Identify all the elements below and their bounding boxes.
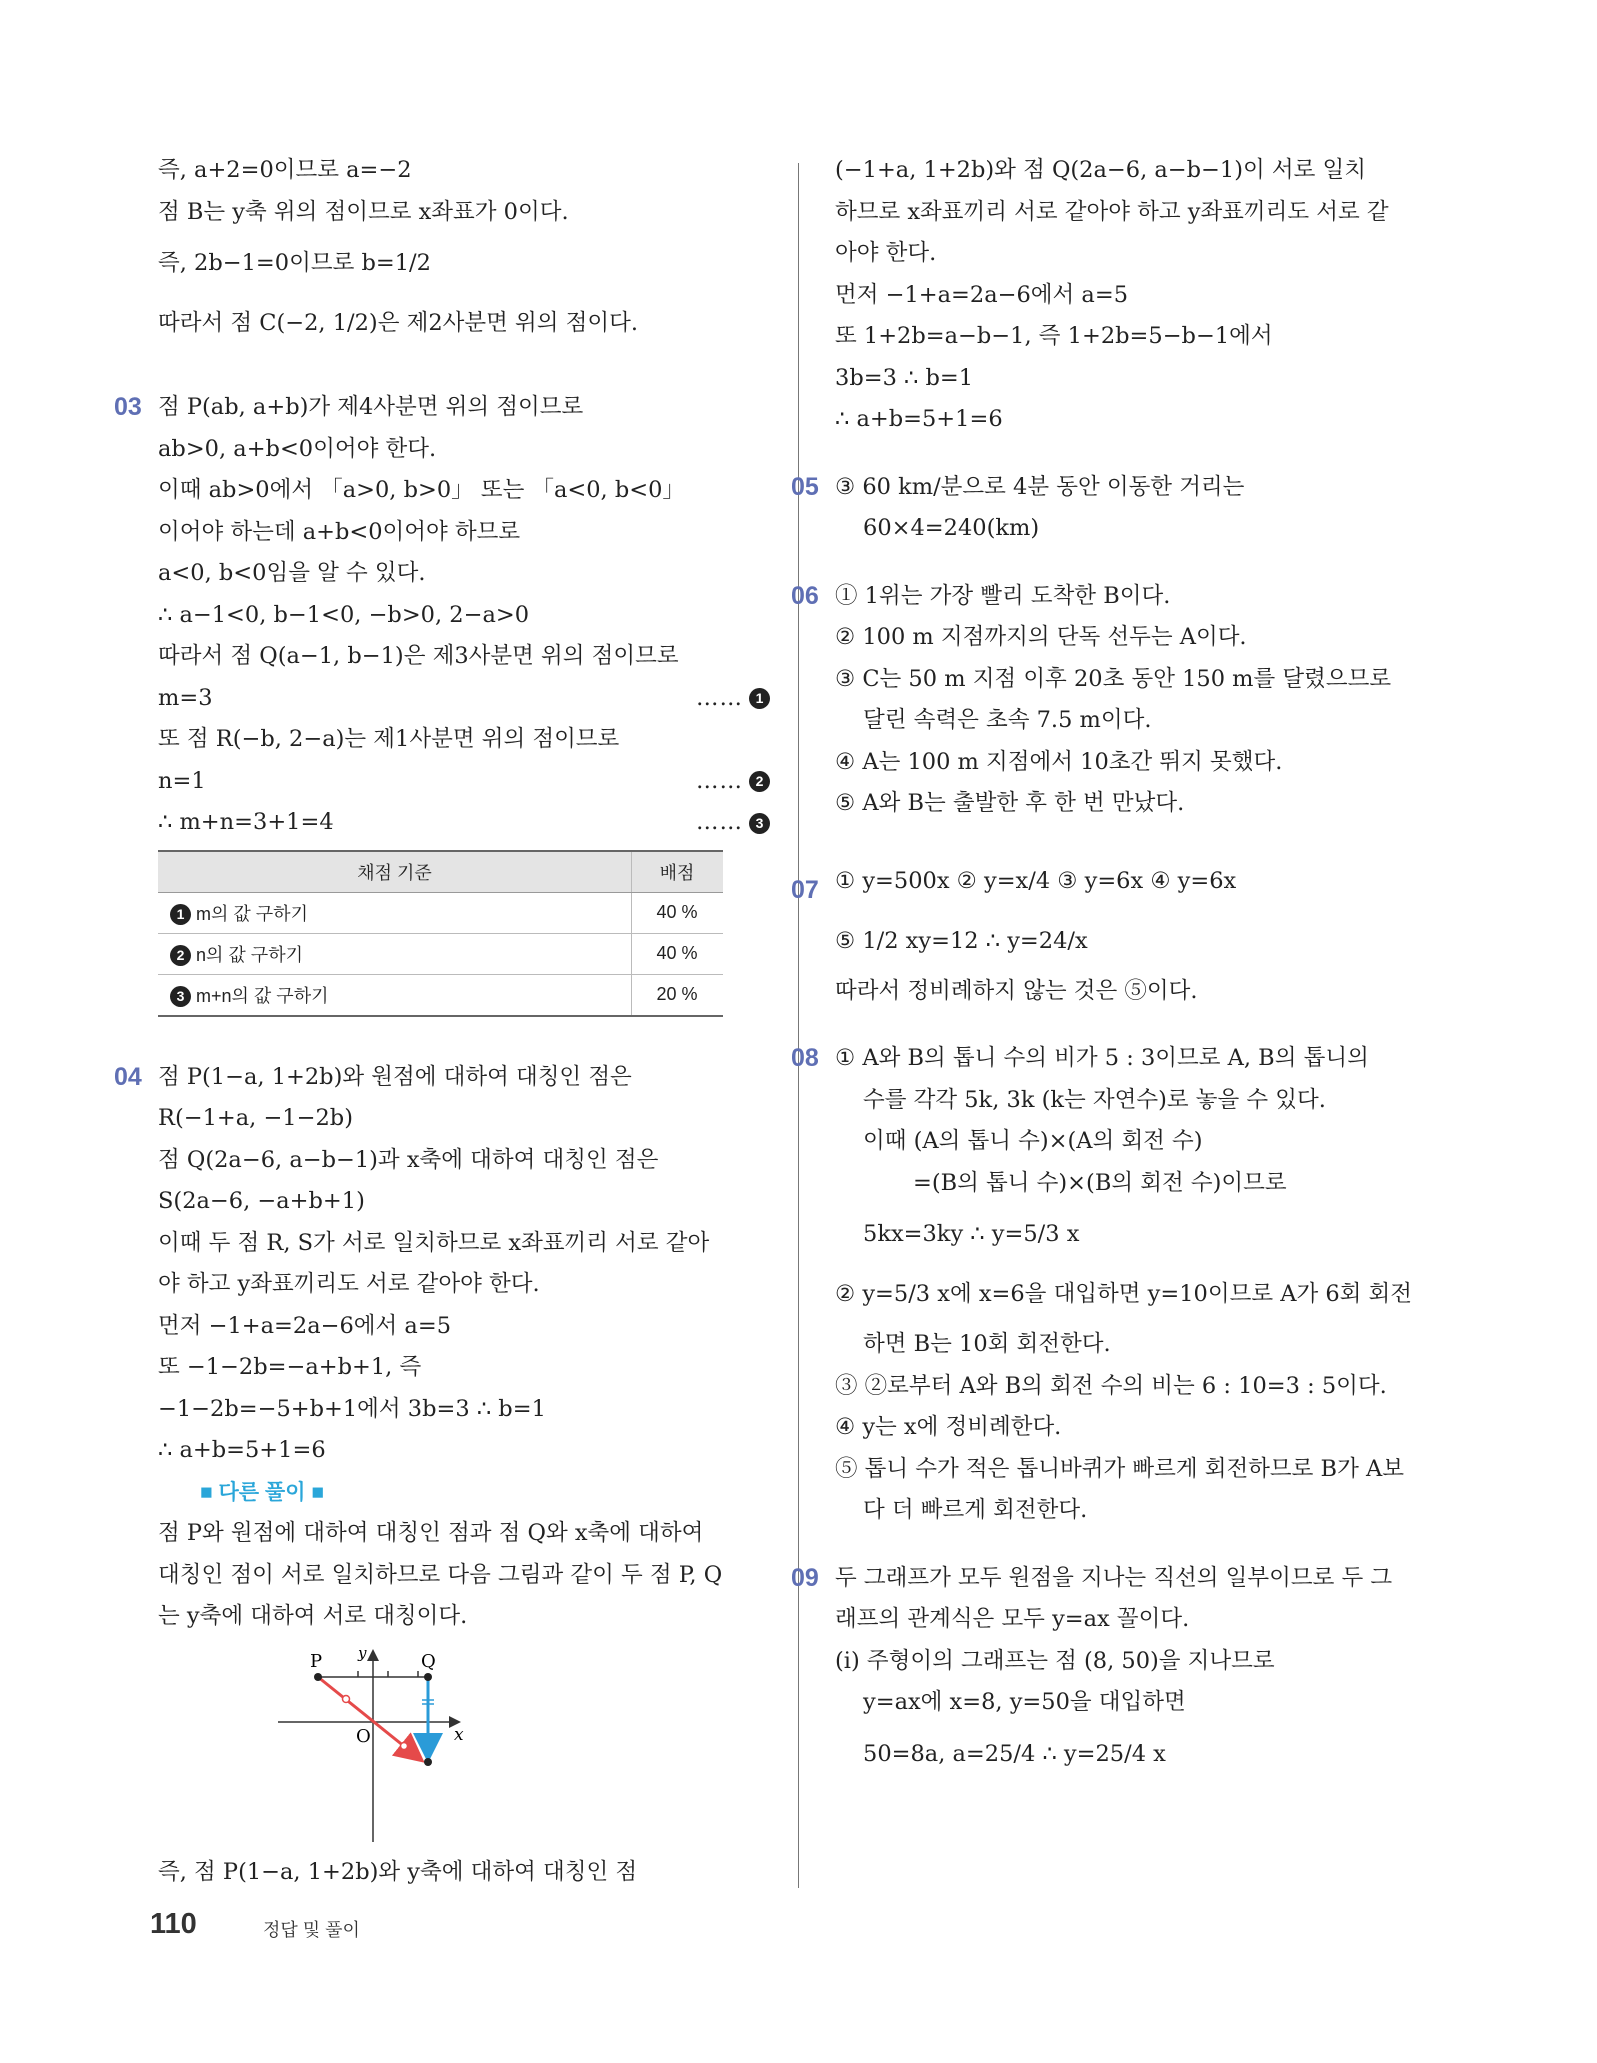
table-header: 배점 xyxy=(632,851,724,893)
text-line: ⑤ 톱니 수가 적은 톱니바퀴가 빠르게 회전하므로 B가 A보 xyxy=(835,1455,1404,1482)
scoring-table xyxy=(158,850,723,1017)
table-row: 2 n의 값 구하기 40 % xyxy=(158,933,723,974)
text-line: 따라서 점 C(−2, 1/2)은 제2사분면 위의 점이다. xyxy=(158,310,638,336)
step-line: ∴ m+n=3+1=4 …… 3 xyxy=(158,802,770,844)
text-line: ⑤ 1/2 xy=12 ∴ y=24/x xyxy=(835,927,1088,954)
step-text: m=3 xyxy=(158,684,213,711)
text-line: S(2a−6, −a+b+1) xyxy=(158,1188,365,1214)
label-p: P xyxy=(310,1650,323,1672)
table-row: 1 m의 값 구하기 40 % xyxy=(158,892,723,933)
text-line: ① A와 B의 톱니 수의 비가 5 : 3이므로 A, B의 톱니의 xyxy=(835,1045,1369,1071)
text-line: ① 1위는 가장 빨리 도착한 B이다. xyxy=(835,582,1171,609)
step-line: n=1 …… 2 xyxy=(158,761,770,803)
page-number: 110 xyxy=(150,1908,197,1940)
text-line: ④ A는 100 m 지점에서 10초간 뛰지 못했다. xyxy=(835,748,1283,775)
text-line: 는 y축에 대하여 서로 대칭이다. xyxy=(158,1603,468,1629)
text-line: 즉, a+2=0이므로 a=−2 xyxy=(158,157,412,183)
text-line: ③ ②로부터 A와 B의 회전 수의 비는 6 : 10=3 : 5이다. xyxy=(835,1372,1387,1399)
table-header: 채점 기준 xyxy=(158,851,632,893)
point-q xyxy=(424,1673,432,1681)
question-06 xyxy=(791,576,1447,825)
label-q: Q xyxy=(421,1650,436,1672)
text-line: 따라서 정비례하지 않는 것은 ⑤이다. xyxy=(835,977,1198,1004)
question-07 xyxy=(791,851,1447,1013)
text-line: 먼저 −1+a=2a−6에서 a=5 xyxy=(835,281,1129,308)
step-text: ∴ m+n=3+1=4 xyxy=(158,809,334,835)
question-number: 09 xyxy=(791,1563,819,1592)
question-09 xyxy=(791,1558,1447,1784)
text-line: −1−2b=−5+b+1에서 3b=3 ∴ b=1 xyxy=(158,1395,546,1422)
text-line: 즉, 2b−1=0이므로 b=1/2 xyxy=(158,250,431,276)
text-line: 점 P(1−a, 1+2b)와 원점에 대하여 대칭인 점은 xyxy=(158,1063,632,1090)
text-line: a<0, b<0임을 알 수 있다. xyxy=(158,560,426,586)
right-column xyxy=(791,150,1447,1784)
text-line: ⑤ A와 B는 출발한 후 한 번 만났다. xyxy=(835,790,1185,816)
text-line: 야 하고 y좌표끼리도 서로 같아야 한다. xyxy=(158,1271,540,1297)
text-line: 하므로 x좌표끼리 서로 같아야 하고 y좌표끼리도 서로 같 xyxy=(835,198,1389,225)
question-number: 03 xyxy=(114,393,142,421)
text-line: 또 1+2b=a−b−1, 즉 1+2b=5−b−1에서 xyxy=(835,323,1273,349)
text-line: 이어야 하는데 a+b<0이어야 하므로 xyxy=(158,518,521,545)
text-line: 따라서 점 Q(a−1, b−1)은 제3사분면 위의 점이므로 xyxy=(158,643,679,669)
text-line: 즉, 점 P(1−a, 1+2b)와 y축에 대하여 대칭인 점 xyxy=(158,1858,638,1885)
text-line: ② y=5/3 x에 x=6을 대입하면 y=10이므로 A가 6회 회전 xyxy=(835,1281,1413,1307)
text-line: 달린 속력은 초속 7.5 m이다. xyxy=(863,707,1152,733)
text-line: 점 B는 y축 위의 점이므로 x좌표가 0이다. xyxy=(158,198,569,225)
column-divider xyxy=(798,163,799,1888)
point-p xyxy=(314,1673,322,1681)
text-line: ∴ a−1<0, b−1<0, −b>0, 2−a>0 xyxy=(158,601,530,628)
question-number: 04 xyxy=(114,1062,142,1091)
text-line: 60×4=240(km) xyxy=(863,515,1040,541)
text-line: ① y=500x ② y=x/4 ③ y=6x ④ y=6x xyxy=(835,867,1237,894)
symmetry-figure xyxy=(158,1642,770,1842)
step-marker: 2 xyxy=(170,945,191,966)
text-line: 5kx=3ky ∴ y=5/3 x xyxy=(863,1221,1080,1247)
text-line: 하면 B는 10회 회전한다. xyxy=(863,1331,1111,1357)
text-line: 50=8a, a=25/4 ∴ y=25/4 x xyxy=(863,1740,1166,1767)
label-y-axis: y xyxy=(358,1643,367,1662)
text-line: 래프의 관계식은 모두 y=ax 꼴이다. xyxy=(835,1606,1190,1632)
text-line: ④ y는 x에 정비례한다. xyxy=(835,1414,1062,1440)
text-line: 3b=3 ∴ b=1 xyxy=(835,364,974,391)
step-marker: 2 xyxy=(749,771,770,792)
text-line: ③ 60 km/분으로 4분 동안 이동한 거리는 xyxy=(835,473,1245,500)
text-line: ab>0, a+b<0이어야 한다. xyxy=(158,435,437,462)
text-line: 먼저 −1+a=2a−6에서 a=5 xyxy=(158,1312,452,1339)
text-line: 대칭인 점이 서로 일치하므로 다음 그림과 같이 두 점 P, Q xyxy=(158,1561,723,1588)
table-row: 3 m+n의 값 구하기 20 % xyxy=(158,974,723,1016)
question-number: 07 xyxy=(791,875,819,904)
step-marker: 1 xyxy=(749,688,770,709)
question-number: 06 xyxy=(791,581,819,610)
text-line: =(B의 톱니 수)×(B의 회전 수)이므로 xyxy=(913,1169,1287,1196)
text-line: 또 점 R(−b, 2−a)는 제1사분면 위의 점이므로 xyxy=(158,726,620,752)
question-08 xyxy=(791,1038,1447,1532)
text-line: 이때 ab>0에서 「a>0, b>0」 또는 「a<0, b<0」 xyxy=(158,477,685,503)
alt-solution-heading: ■ 다른 풀이 ■ xyxy=(200,1480,325,1504)
text-line: 점 P(ab, a+b)가 제4사분면 위의 점이므로 xyxy=(158,394,584,420)
text-line: (−1+a, 1+2b)와 점 Q(2a−6, a−b−1)이 서로 일치 xyxy=(835,157,1366,183)
question-number: 05 xyxy=(791,472,819,501)
step-line: m=3 …… 1 xyxy=(158,678,770,720)
left-column xyxy=(114,150,770,1893)
text-line: ∴ a+b=5+1=6 xyxy=(158,1437,326,1463)
step-marker: 1 xyxy=(170,904,191,925)
text-line: ③ C는 50 m 지점 이후 20초 동안 150 m를 달렸으므로 xyxy=(835,665,1392,692)
label-x-axis: x xyxy=(454,1724,464,1745)
text-line: (ⅰ) 주형이의 그래프는 점 (8, 50)을 지나므로 xyxy=(835,1647,1275,1674)
step-marker: 3 xyxy=(749,813,770,834)
text-line: 이때 두 점 R, S가 서로 일치하므로 x좌표끼리 서로 같아 xyxy=(158,1229,710,1256)
question-05 xyxy=(791,467,1447,550)
text-line: R(−1+a, −1−2b) xyxy=(158,1105,353,1131)
text-line: 점 Q(2a−6, a−b−1)과 x축에 대하여 대칭인 점은 xyxy=(158,1146,659,1173)
text-line: 수를 각각 5k, 3k (k는 자연수)로 놓을 수 있다. xyxy=(863,1086,1326,1113)
step-text: n=1 xyxy=(158,767,206,794)
step-marker: 3 xyxy=(170,986,191,1007)
question-04 xyxy=(114,1057,770,1894)
reflected-point xyxy=(424,1758,432,1766)
question-03 xyxy=(114,387,770,1017)
text-line: 또 −1−2b=−a+b+1, 즉 xyxy=(158,1354,422,1380)
coordinate-diagram xyxy=(158,1642,770,1842)
text-line: y=ax에 x=8, y=50을 대입하면 xyxy=(863,1689,1186,1715)
text-line: 아야 한다. xyxy=(835,240,937,266)
text-line: 이때 (A의 톱니 수)×(A의 회전 수) xyxy=(863,1128,1203,1154)
text-line: 다 더 빠르게 회전한다. xyxy=(863,1497,1088,1523)
text-line: ② 100 m 지점까지의 단독 선두는 A이다. xyxy=(835,624,1247,650)
question-number: 08 xyxy=(791,1044,819,1072)
text-line: ∴ a+b=5+1=6 xyxy=(835,406,1003,432)
text-line: 두 그래프가 모두 원점을 지나는 직선의 일부이므로 두 그 xyxy=(835,1564,1393,1591)
label-origin: O xyxy=(356,1725,371,1747)
footer-label: 정답 및 풀이 xyxy=(263,1920,360,1940)
text-line: 점 P와 원점에 대하여 대칭인 점과 점 Q와 x축에 대하여 xyxy=(158,1520,704,1546)
